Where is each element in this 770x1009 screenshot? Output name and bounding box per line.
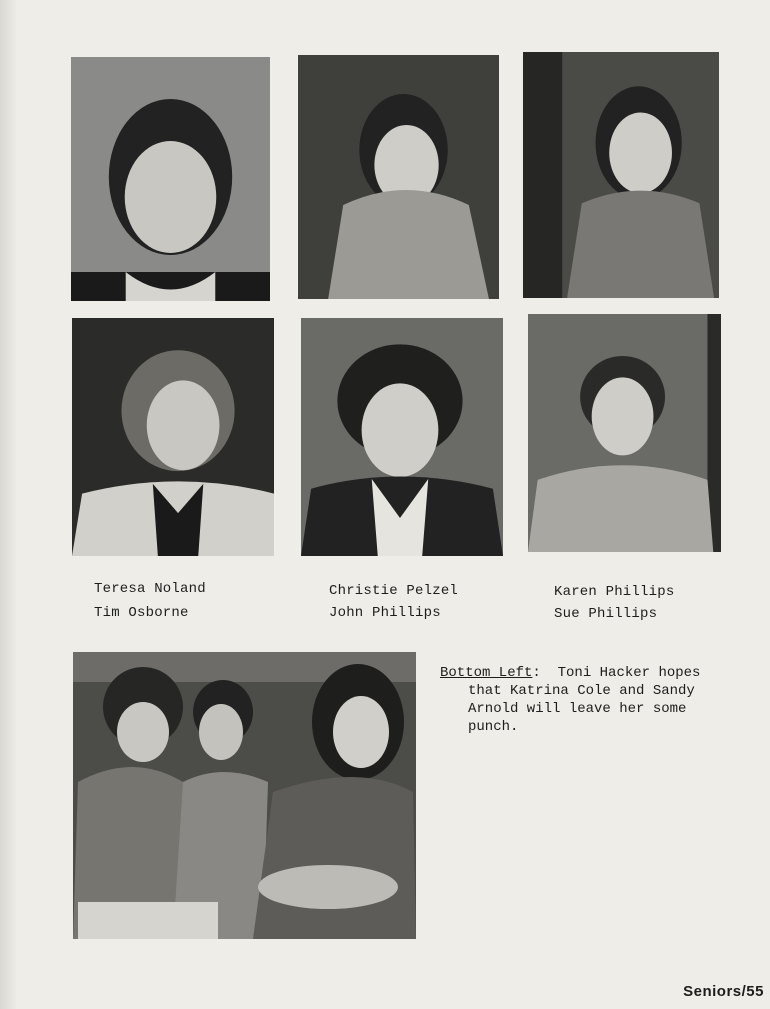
caption-line-3: Arnold will leave her some [468,701,687,717]
portrait-photo-3 [523,52,719,298]
portrait-photo-5 [301,318,503,556]
portrait-name-2: Christie Pelzel [329,583,459,599]
portrait-name-6: Sue Phillips [554,606,658,622]
caption-text-1: Toni Hacker hopes [540,665,701,681]
portrait-name-3: Karen Phillips [554,584,675,600]
caption-line-1 [440,664,740,682]
caption-line-4: punch. [468,719,519,735]
portrait-photo-6 [528,314,721,552]
candid-photo-punch [73,652,416,939]
page-folio: Seniors/55 [683,983,764,1000]
portrait-photo-4 [72,318,274,556]
photo-caption [440,664,740,736]
page-binding-edge [0,0,16,1009]
portrait-name-1: Teresa Noland [94,581,206,597]
portrait-photo-2 [298,55,499,299]
caption-label: Bottom Left [440,665,533,681]
portrait-name-5: John Phillips [329,605,441,621]
portrait-photo-1 [71,57,270,301]
caption-line-2: that Katrina Cole and Sandy [468,683,695,699]
portrait-name-4: Tim Osborne [94,605,189,621]
caption-separator: : [532,665,541,681]
